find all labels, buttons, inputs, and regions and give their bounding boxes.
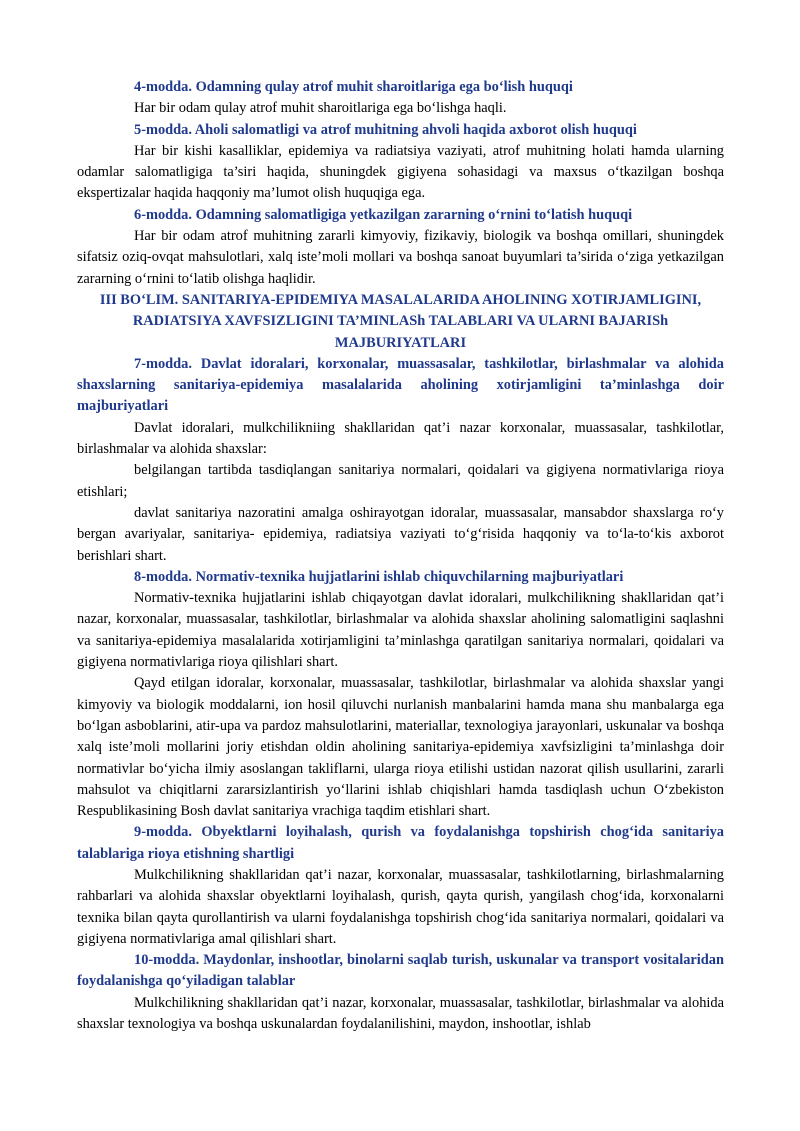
article-6-paragraph: Har bir odam atrof muhitning zararli kimyoviy, fizikaviy, biologik va boshqa omillari, shuningdek sifatsiz oziq-ovqat mahsulotlari, xalq iste’moli mollari va boshqa sanoat buyumlari ta’sirida o‘ziga yetkazilgan zararning o‘rnini to‘latib olishga haqlidir. <box>77 228 724 287</box>
article-7-paragraph: davlat sanitariya nazoratini amalga oshirayotgan idoralar, muassasalar, mansabdor shaxslarga ro‘y bergan avariyalar, sanitariya- epidemiya, radiatsiya vaziyati to‘g‘risida haqqoniy va to‘la-to‘kis axborot berishlari shart. <box>77 504 724 564</box>
article-6-heading: 6-modda. Odamning salomatligiga yetkazilgan zararning o‘rnini to‘latish huquqi <box>134 206 633 223</box>
article-4-paragraph: Har bir odam qulay atrof muhit sharoitlariga ega bo‘lishga haqli. <box>134 100 507 117</box>
article-8-paragraph: Normativ-texnika hujjatlarini ishlab chiqayotgan davlat idoralari, mulkchilikning shakllaridan qat’i nazar, korxonalar, muassasalar, tashkilotlar, birlashmalar va alohida shaxslar aholining salomatligini saqlashni va sanitariya-epidemiya masalalarida xotirjamligini ta’minlashga qaratilgan sanitariya normalari, qoidalari va gigiyena normativlariga rioya qilishlari shart. <box>77 590 724 671</box>
article-4-heading: 4-modda. Odamning qulay atrof muhit sharoitlariga ega bo‘lish huquqi <box>134 79 573 95</box>
article-7-paragraph: belgilangan tartibda tasdiqlangan sanitariya normalari, qoidalari va gigiyena normativlariga rioya etishlari; <box>77 462 724 500</box>
article-8-heading: 8-modda. Normativ-texnika hujjatlarini ishlab chiquvchilarning majburiyatlari <box>134 568 624 585</box>
section-title: III BO‘LIM. SANITARIYA-EPIDEMIYA MASALALARIDA AHOLINING XOTIRJAMLIGINI, RADIATSIYA XAVFSIZLIGINI TA’MINLASh TALABLARI VA ULARNI BAJARISh MAJBURIYATLARI <box>99 291 702 351</box>
article-10-paragraph: Mulkchilikning shakllaridan qat’i nazar, korxonalar, muassasalar, tashkilotlar, birlashmalar va alohida shaxslar texnologiya va boshqa uskunalardan foydalanilishini, maydon, inshootlar, ishlab <box>77 994 724 1033</box>
article-9-paragraph: Mulkchilikning shakllaridan qat’i nazar, korxonalar, muassasalar, tashkilotlarning, birlashmalarning rahbarlari va alohida shaxslar obyektlarni loyihalash, qurish, qayta qurish, yangilash chog‘ida, korxonalarni texnika bilan qayta qurollantirish va ularni foydalanishga topshirish chog‘ida sanitariya normalari, qoidalari va gigiyena normativlariga amal qilishlari shart. <box>77 866 724 947</box>
article-10-heading: 10-modda. Maydonlar, inshootlar, binolarni saqlab turish, uskunalar va transport vositalaridan foydalanishga qo‘yiladigan talablar <box>77 952 724 990</box>
article-7-heading: 7-modda. Davlat idoralari, korxonalar, muassasalar, tashkilotlar, birlashmalar va alohida shaxslarning sanitariya-epidemiya masalalarida aholining xotirjamligini ta’minlashga doir majburiyatlari <box>77 355 724 415</box>
article-5-paragraph: Har bir kishi kasalliklar, epidemiya va radiatsiya vaziyati, atrof muhitning holati hamda ularning odamlar salomatligiga ta’siri haqida, shuningdek gigiyena sohasidagi va maxsus o‘tkazilgan boshqa ekspertizalar haqida haqqoniy ma’lumot olish huquqiga ega. <box>77 142 724 202</box>
article-8-paragraph: Qayd etilgan idoralar, korxonalar, muassasalar, tashkilotlar, birlashmalar va alohida shaxslar yangi kimyoviy va biologik moddalarni, ion hosil qiluvchi nurlanish manbalarini hamda mana shu manbalarga ega bo‘lgan asboblarini, atir-upa va pardoz mahsulotlarini, materiallar, texnologiya jarayonlari, uskunalar va boshqa xalq iste’moli mollarini joriy etishdan oldin aholining sanitariya-epidemiya xavfsizligini ta’minlashga doir normativlar bo‘yicha ilmiy asoslangan takliflarni, ularga rioya etilishi ustidan nazorat qilish usullarini, zararli mahsulot va chiqitlarni zararsizlantirish yo‘llarini ishlab chiqishlari hamda tasdiqlash uchun O‘zbekiston Respublikasining Bosh davlat sanitariya vrachiga taqdim etishlari shart. <box>77 675 724 820</box>
article-9-heading: 9-modda. Obyektlarni loyihalash, qurish va foydalanishga topshirish chog‘ida sanitariya talablariga rioya etishning shartligi <box>77 824 724 862</box>
article-7-paragraph: Davlat idoralari, mulkchilikniing shakllaridan qat’i nazar korxonalar, muassasalar, tashkilotlar, birlashmalar va alohida shaxslar: <box>77 419 724 458</box>
article-5-heading: 5-modda. Aholi salomatligi va atrof muhitning ahvoli haqida axborot olish huquqi <box>134 121 637 138</box>
